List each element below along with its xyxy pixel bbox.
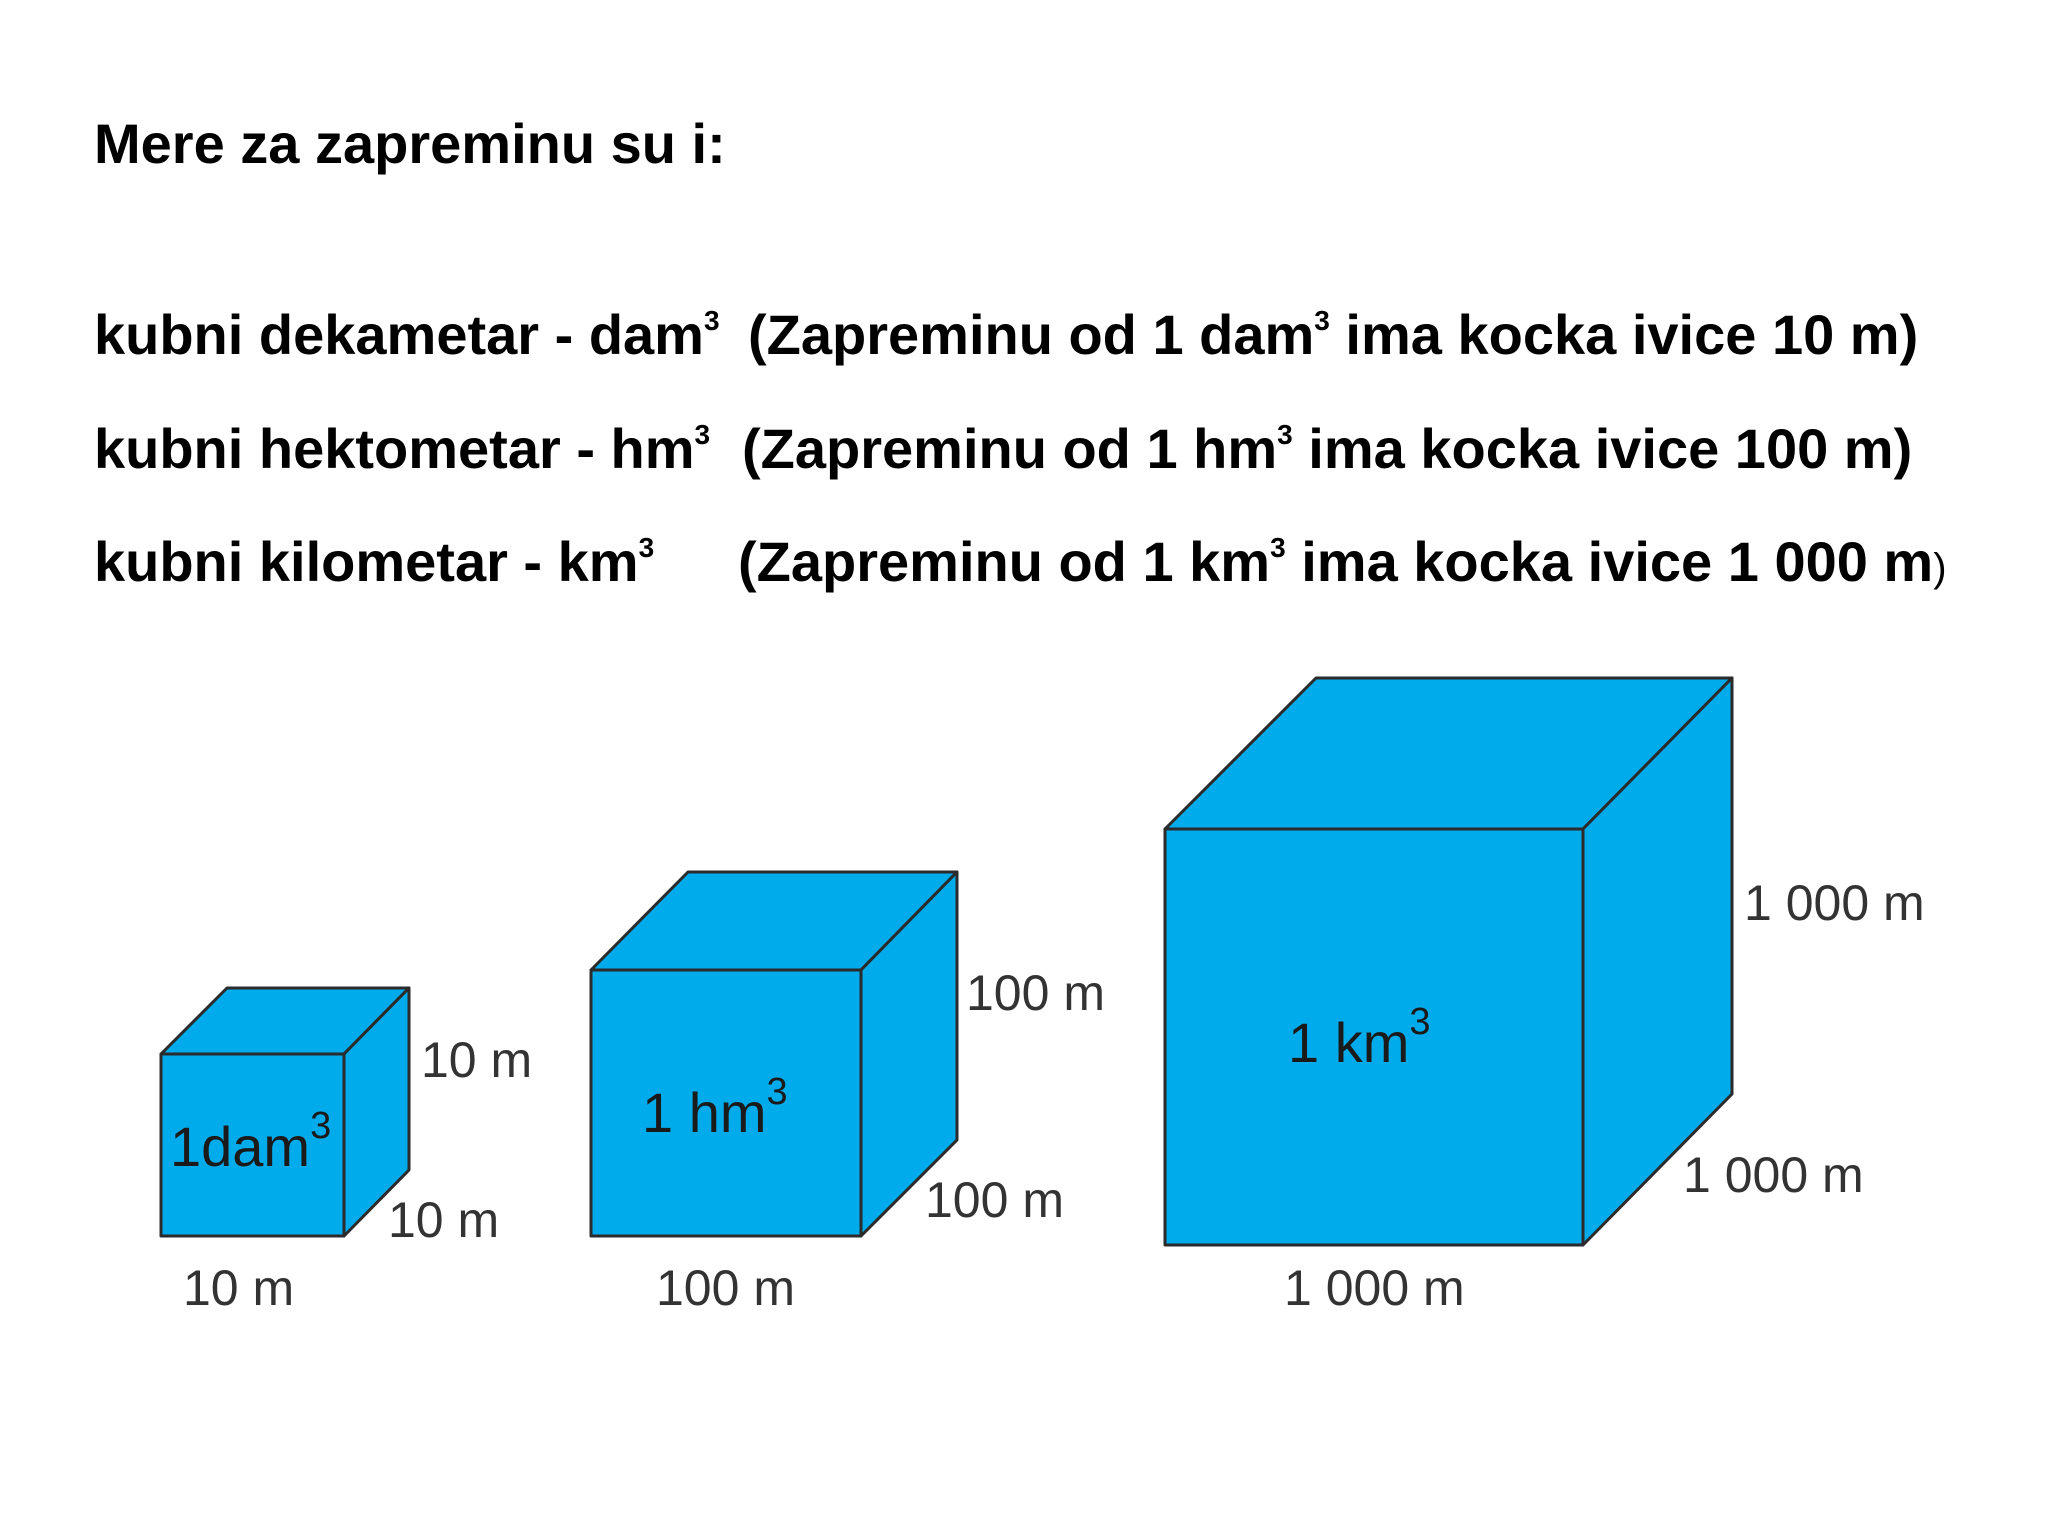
unit-description: (Zapreminu od 1 dam$^3$ ima kocka ivice 10 m) [748,303,1919,366]
height-dimension-label: 100 m [966,965,1105,1021]
cube-km [1165,678,1925,1316]
unit-term: kubni hektometar - $hm^3$ [94,417,711,480]
depth-dimension-label: 1 000 m [1683,1147,1864,1203]
exponent: 3 [638,532,655,563]
exponent: 3 [694,419,711,450]
cube-hm [591,872,1105,1316]
cube-volume-label: 1dam$^3$ [170,1105,332,1178]
exponent: 3 [1277,419,1293,450]
unit-description: (Zapreminu od 1 $hm^3$ ima kocka ivice 100 m) [742,417,1913,480]
height-dimension-label: 10 m [421,1032,533,1088]
unit-description: (Zapreminu od 1 $km^3$ ima kocka ivice 1 000 m) [738,530,1947,593]
width-dimension-label: 1 000 m [1284,1260,1465,1316]
exponent: 3 [1314,305,1330,336]
unit-term: kubni dekametar - dam$^3$ [94,303,720,366]
height-dimension-label: 1 000 m [1744,875,1925,931]
width-dimension-label: 100 m [656,1260,795,1316]
cube-dam [161,988,532,1316]
depth-dimension-label: 10 m [388,1192,500,1248]
depth-dimension-label: 100 m [925,1172,1064,1228]
cube-volume-label: 1 $km^3$ [1288,1001,1431,1074]
exponent: 3 [1270,532,1286,563]
page-title: Mere za zapreminu su i: [94,112,726,175]
exponent: 3 [703,305,720,336]
unit-term: kubni kilometar - $km^3$ [94,530,655,593]
cube-volume-label: 1 $hm^3$ [642,1071,788,1144]
width-dimension-label: 10 m [183,1260,295,1316]
